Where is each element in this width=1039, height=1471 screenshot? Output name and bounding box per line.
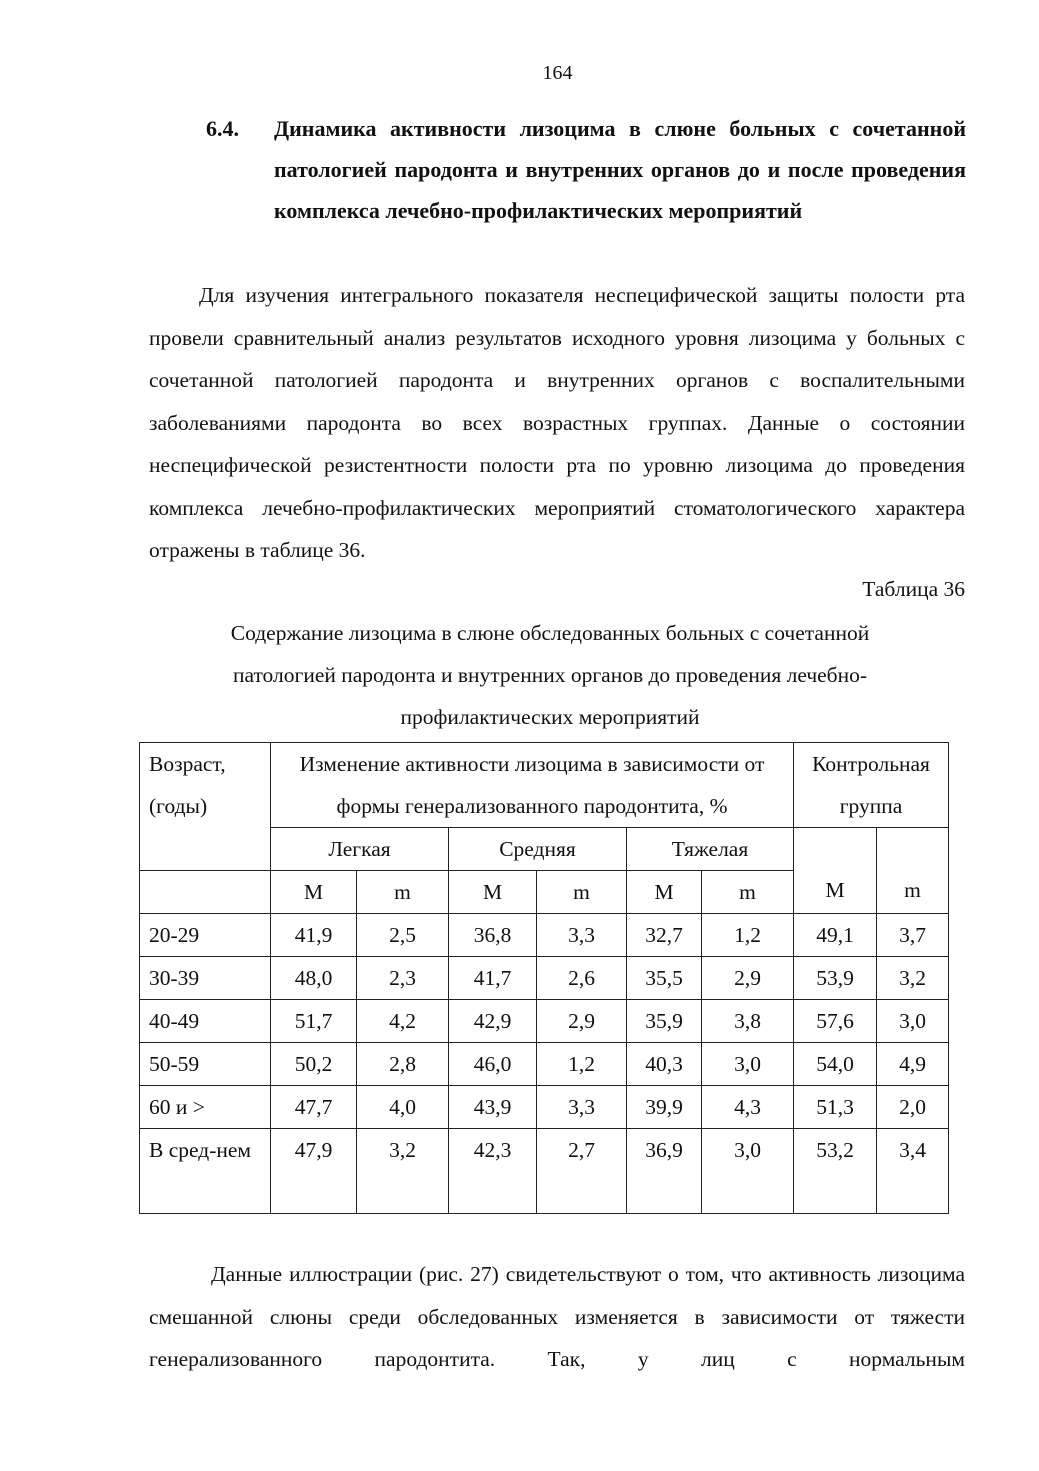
- cell: 47,7: [271, 1086, 357, 1129]
- table-caption: [120, 612, 980, 738]
- cell: 42,3: [449, 1129, 537, 1214]
- cell: 4,3: [702, 1086, 794, 1129]
- table-caption-line: патологией пародонта и внутренних органов до проведения лечебно-: [232, 663, 868, 687]
- cell: 4,0: [357, 1086, 449, 1129]
- cell: 49,1: [794, 914, 877, 957]
- cell: 4,2: [357, 1000, 449, 1043]
- section-heading: [206, 108, 966, 231]
- table-row: [140, 1000, 949, 1043]
- cell: 50,2: [271, 1043, 357, 1086]
- paragraph-illustration: Данные иллюстрации (рис. 27) свидетельствуют о том, что активность лизоцима смешанной слюны среди обследованных изменяется в зависимости от тяжести генерализованного пародонтита. Так, у лиц с нормальным: [149, 1262, 965, 1371]
- cell: 2,9: [537, 1000, 627, 1043]
- header-age: Возраст, (годы): [140, 743, 271, 871]
- row-age: 40-49: [140, 1000, 271, 1043]
- cell: 39,9: [627, 1086, 702, 1129]
- cell: 2,3: [357, 957, 449, 1000]
- header-change: Изменение активности лизоцима в зависимости от формы генерализованного пародонтита, %: [271, 743, 794, 828]
- cell: 2,8: [357, 1043, 449, 1086]
- table-row: [140, 1086, 949, 1129]
- cell: 35,9: [627, 1000, 702, 1043]
- cell: 54,0: [794, 1043, 877, 1086]
- cell: 57,6: [794, 1000, 877, 1043]
- cell: 41,7: [449, 957, 537, 1000]
- cell: 2,7: [537, 1129, 627, 1214]
- header-stat: m: [537, 871, 627, 914]
- cell: 3,3: [537, 1086, 627, 1129]
- header-stat: m: [357, 871, 449, 914]
- cell: 3,0: [702, 1129, 794, 1214]
- cell: 3,2: [877, 957, 949, 1000]
- paragraph-intro: Для изучения интегрального показателя неспецифической защиты полости рта провели сравнительный анализ результатов исходного уровня лизоцима у больных с сочетанной патологией пародонта и внутренних органов с воспалительными заболеваниями пародонта во всех возрастных группах. Данные о состоянии неспецифической резистентности полости рта по уровню лизоцима до проведения комплекса лечебно-профилактических мероприятий стоматологического характера отражены в таблице 36.: [149, 283, 965, 562]
- table-caption-line: профилактических мероприятий: [400, 705, 700, 729]
- cell: 2,0: [877, 1086, 949, 1129]
- cell: 41,9: [271, 914, 357, 957]
- cell: 53,9: [794, 957, 877, 1000]
- cell: 36,8: [449, 914, 537, 957]
- table-caption-line: Содержание лизоцима в слюне обследованных больных с сочетанной: [230, 621, 870, 645]
- cell: 46,0: [449, 1043, 537, 1086]
- cell: 3,4: [877, 1129, 949, 1214]
- cell: 36,9: [627, 1129, 702, 1214]
- cell: 1,2: [537, 1043, 627, 1086]
- header-stat: m: [702, 871, 794, 914]
- cell: 32,7: [627, 914, 702, 957]
- table-label: Таблица 36: [862, 577, 965, 601]
- cell: 43,9: [449, 1086, 537, 1129]
- table-row: [140, 957, 949, 1000]
- header-stat: М: [627, 871, 702, 914]
- header-stat-control-M: М: [794, 828, 877, 914]
- cell: 1,2: [702, 914, 794, 957]
- row-age: 20-29: [140, 914, 271, 957]
- cell: 51,7: [271, 1000, 357, 1043]
- row-age: 30-39: [140, 957, 271, 1000]
- page-number: 164: [542, 62, 573, 84]
- lysozyme-table: [139, 742, 949, 1214]
- cell: 3,3: [537, 914, 627, 957]
- cell: 40,3: [627, 1043, 702, 1086]
- table-row: [140, 914, 949, 957]
- cell: 2,5: [357, 914, 449, 957]
- header-form-medium: Средняя: [449, 828, 627, 871]
- table-row: [140, 1043, 949, 1086]
- table-row: [140, 1129, 949, 1214]
- section-title: Динамика активности лизоцима в слюне больных с сочетанной патологией пародонта и внутренних органов до и после проведения комплекса лечебно-профилактических мероприятий: [274, 116, 966, 223]
- cell: 4,9: [877, 1043, 949, 1086]
- cell: 51,3: [794, 1086, 877, 1129]
- cell: 47,9: [271, 1129, 357, 1214]
- header-stat: М: [271, 871, 357, 914]
- header-empty: [140, 871, 271, 914]
- cell: 3,7: [877, 914, 949, 957]
- header-form-light: Легкая: [271, 828, 449, 871]
- header-stat-control-m: m: [877, 828, 949, 914]
- cell: 2,9: [702, 957, 794, 1000]
- cell: 2,6: [537, 957, 627, 1000]
- row-age: В сред-нем: [140, 1129, 271, 1214]
- row-age: 50-59: [140, 1043, 271, 1086]
- row-age: 60 и >: [140, 1086, 271, 1129]
- cell: 48,0: [271, 957, 357, 1000]
- cell: 35,5: [627, 957, 702, 1000]
- cell: 3,2: [357, 1129, 449, 1214]
- header-stat: М: [449, 871, 537, 914]
- cell: 3,0: [702, 1043, 794, 1086]
- header-form-severe: Тяжелая: [627, 828, 794, 871]
- cell: 42,9: [449, 1000, 537, 1043]
- cell: 3,0: [877, 1000, 949, 1043]
- section-number: 6.4.: [206, 116, 239, 141]
- cell: 3,8: [702, 1000, 794, 1043]
- cell: 53,2: [794, 1129, 877, 1214]
- header-control: Контрольная группа: [794, 743, 949, 828]
